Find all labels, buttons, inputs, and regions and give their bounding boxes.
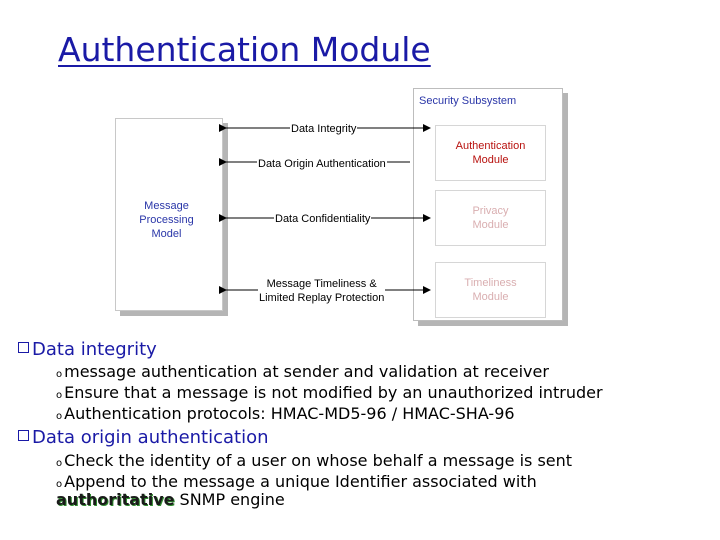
- bullet-box-icon: [18, 430, 29, 441]
- list-item-continuation: authoritative SNMP engine: [56, 490, 285, 509]
- message-processing-label: Message Processing Model: [139, 200, 194, 240]
- bullet-data-origin-authentication: [18, 427, 269, 448]
- authoritative-emphasis: authoritative: [56, 490, 175, 509]
- privacy-module-box: Privacy Module: [435, 190, 546, 246]
- sub-bullet-icon: o: [56, 390, 63, 401]
- bullet-heading: Data integrity: [32, 339, 157, 360]
- list-item: o Authentication protocols: HMAC-MD5-96 / HMAC-SHA-96: [56, 404, 515, 423]
- service-data-origin-authentication: Data Origin Authentication: [258, 158, 386, 170]
- bullet-box-icon: [18, 342, 29, 353]
- sub-bullet-icon: o: [56, 411, 63, 422]
- timeliness-module-box: Timeliness Module: [435, 262, 546, 318]
- list-item: o Check the identity of a user on whose behalf a message is sent: [56, 451, 573, 470]
- list-item: o message authentication at sender and validation at receiver: [56, 362, 549, 381]
- slide-title: Authentication Module: [58, 30, 431, 69]
- list-item: o Append to the message a unique Identifier associated with: [56, 472, 537, 491]
- service-message-timeliness: Message Timeliness & Limited Replay Protection: [259, 278, 385, 304]
- sub-bullet-icon: o: [56, 369, 63, 380]
- service-data-integrity: Data Integrity: [291, 123, 357, 135]
- sub-bullet-icon: o: [56, 458, 63, 469]
- security-subsystem-label: Security Subsystem: [419, 95, 517, 107]
- sub-bullet-icon: o: [56, 479, 63, 490]
- service-data-confidentiality: Data Confidentiality: [275, 213, 371, 225]
- list-item: o Ensure that a message is not modified by an unauthorized intruder: [56, 383, 603, 402]
- bullet-heading: Data origin authentication: [32, 427, 269, 448]
- bullet-data-integrity: [18, 339, 157, 360]
- authentication-module-box: Authentication Module: [435, 125, 546, 181]
